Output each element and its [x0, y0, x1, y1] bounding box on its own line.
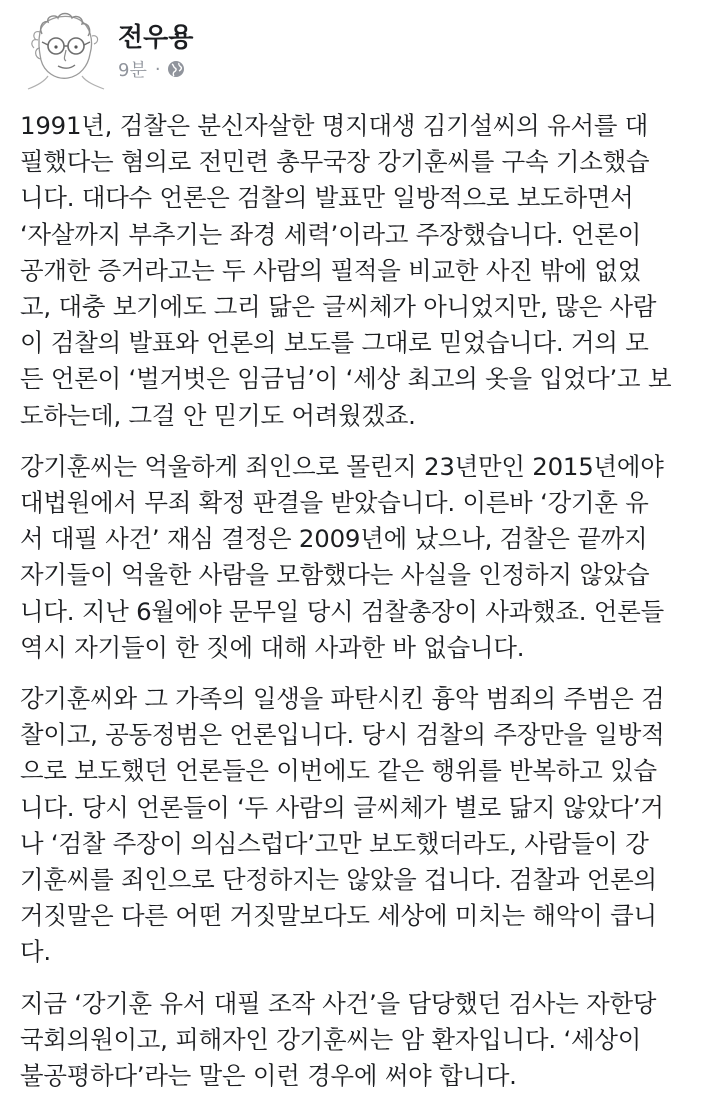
text-line: 지금 ‘강기훈 유서 대필 조작 사건’을 담당했던 검사는 자한당	[20, 988, 657, 1018]
text-line: 1991년, 검찰은 분신자살한 명지대생 김기설씨의 유서를 대	[20, 111, 649, 140]
caricature-avatar-icon	[22, 10, 108, 90]
text-line: 고, 대충 보기에도 그리 닮은 글씨체가 아니었지만, 많은 사람	[20, 292, 657, 322]
text-line: 나 ‘검찰 주장이 의심스럽다’고만 보도했더라도, 사람들이 강	[20, 828, 649, 858]
globe-icon[interactable]	[167, 60, 185, 78]
post-body	[20, 108, 708, 1109]
post-paragraph-3	[20, 681, 708, 971]
post-paragraph-4	[20, 986, 708, 1095]
text-line: 강기훈씨와 그 가족의 일생을 파탄시킨 흉악 범죄의 주범은 검	[20, 684, 665, 714]
text-line: 다.	[20, 937, 51, 967]
text-line: 자기들이 억울한 사람을 모함했다는 사실을 인정하지 않았습	[20, 560, 650, 590]
post-header	[0, 0, 720, 100]
post-paragraph-1	[20, 108, 708, 434]
text-line: 니다. 당시 언론들이 ‘두 사람의 글씨체가 별로 닮지 않았다’거	[20, 792, 664, 822]
text-line: ‘자살까지 부추기는 좌경 세력’이라고 주장했습니다. 언론이	[20, 219, 642, 249]
text-line: 국회의원이고, 피해자인 강기훈씨는 암 환자입니다. ‘세상이	[20, 1024, 642, 1054]
text-line: 서 대필 사건’ 재심 결정은 2009년에 났으나, 검찰은 끝까지	[20, 524, 648, 554]
text-line: 찰이고, 공동정범은 언론입니다. 당시 검찰의 주장만을 일방적	[20, 720, 665, 750]
text-line: 필했다는 혐의로 전민련 총무국장 강기훈씨를 구속 기소했습	[20, 147, 650, 177]
post-timestamp[interactable]: 9분	[118, 60, 147, 81]
author-avatar[interactable]	[22, 10, 108, 90]
text-line: 니다. 지난 6월에야 문무일 당시 검찰총장이 사과했죠. 언론들	[20, 596, 664, 626]
text-line: 이 검찰의 발표와 언론의 보도를 그대로 믿었습니다. 거의 모	[20, 328, 649, 358]
meta-separator: ·	[154, 58, 161, 80]
text-line: 역시 자기들이 한 짓에 대해 사과한 바 없습니다.	[20, 632, 525, 662]
text-line: 으로 보도했던 언론들은 이번에도 같은 행위를 반복하고 있습	[20, 756, 657, 786]
text-line: 기훈씨를 죄인으로 단정하지는 않았을 겁니다. 검찰과 언론의	[20, 865, 657, 895]
text-line: 거짓말은 다른 어떤 거짓말보다도 세상에 미치는 해악이 큽니	[20, 901, 657, 931]
text-line: 불공평하다’라는 말은 이런 경우에 써야 합니다.	[20, 1061, 517, 1091]
text-line: 공개한 증거라고는 두 사람의 필적을 비교한 사진 밖에 없었	[20, 255, 642, 285]
text-line: 니다. 대다수 언론은 검찰의 발표만 일방적으로 보도하면서	[20, 183, 634, 213]
post-meta	[118, 58, 185, 80]
text-line: 도하는데, 그걸 안 믿기도 어려웠겠죠.	[20, 400, 416, 430]
author-name[interactable]: 전우용	[118, 23, 194, 53]
text-line: 대법원에서 무죄 확정 판결을 받았습니다. 이른바 ‘강기훈 유	[20, 488, 649, 518]
text-line: 든 언론이 ‘벌거벗은 임금님’이 ‘세상 최고의 옷을 입었다’고 보	[20, 364, 672, 394]
text-line: 강기훈씨는 억울하게 죄인으로 몰린지 23년만인 2015년에야	[20, 451, 664, 481]
post-paragraph-2	[20, 449, 708, 666]
